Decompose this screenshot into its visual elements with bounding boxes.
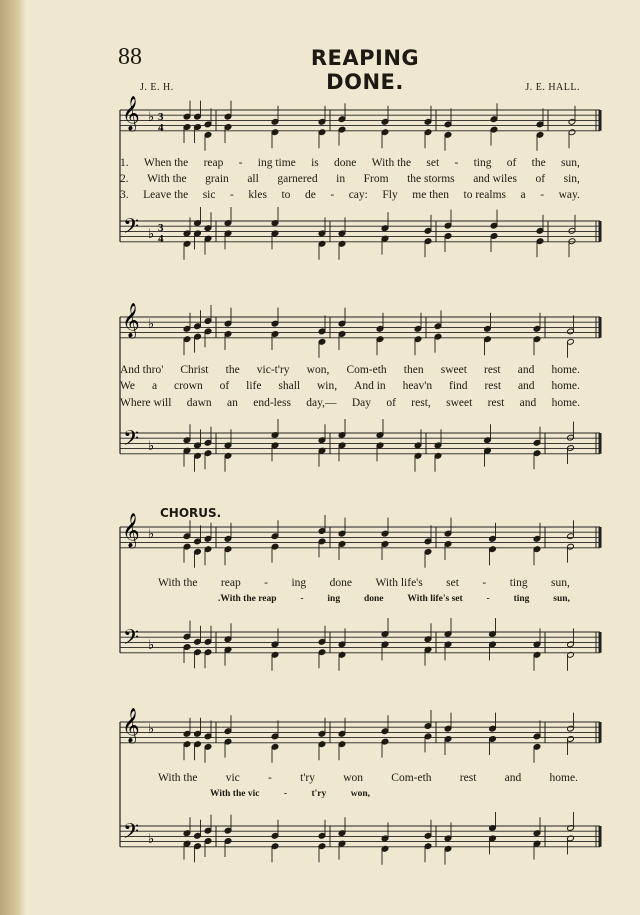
lyric-syllable: life: [246, 380, 262, 392]
lyric-syllable: sin,: [563, 173, 580, 185]
lyric-syllable: rest: [484, 380, 502, 392]
bass-clef-icon: 𝄢: [123, 819, 140, 848]
lyric-syllable: With life's: [375, 577, 423, 589]
lyric-syllable: the: [225, 364, 240, 376]
flat-sign-icon: ♭: [148, 527, 155, 542]
lyric-syllable: sun,: [551, 577, 570, 589]
lyric-syllable: a: [151, 380, 158, 392]
lyric-syllable: way.: [558, 189, 580, 201]
lyric-syllable: done: [363, 594, 384, 604]
lyric-syllable: With the vic: [210, 789, 260, 799]
lyric-syllable: -: [330, 189, 335, 201]
lyric-syllable: of: [386, 397, 396, 409]
lyric-syllable: of: [535, 173, 546, 185]
lyric-syllable: And in: [354, 380, 386, 392]
bass-clef-icon: 𝄢: [123, 625, 140, 654]
flat-sign-icon: ♭: [148, 317, 155, 332]
lyric-verse-2-line-a: [120, 173, 580, 185]
flat-sign-icon: ♭: [148, 439, 155, 454]
lyric-syllable: -: [230, 189, 234, 201]
lyric-syllable: With the: [147, 173, 187, 185]
lyric-syllable: -: [264, 577, 269, 589]
lyric-syllable: done: [329, 577, 352, 589]
chorus-label: CHORUS.: [160, 506, 222, 520]
lyric-syllable: cay:: [348, 189, 368, 201]
lyric-syllable: vic: [225, 772, 240, 784]
lyric-syllable: and: [517, 364, 535, 376]
time-signature-bottom: 4: [158, 122, 164, 134]
lyric-syllable: garnered: [277, 173, 318, 185]
lyric-syllable: ing: [327, 594, 341, 604]
lyric-syllable: .With the reap: [218, 594, 277, 604]
lyric-syllable: With the: [158, 577, 198, 589]
lyric-syllable: and: [519, 397, 537, 409]
treble-clef-icon: 𝄞: [122, 708, 140, 743]
lyric-syllable: vic-t'ry: [256, 364, 290, 376]
lyric-syllable: won,: [350, 789, 370, 799]
lyric-syllable: t'ry: [311, 789, 327, 799]
lyric-syllable: -: [486, 594, 490, 604]
lyric-syllable: home.: [549, 772, 578, 784]
bass-clef-icon: 𝄢: [123, 426, 140, 455]
treble-clef-icon: 𝄞: [122, 303, 140, 338]
lyric-syllable: rest,: [411, 397, 431, 409]
flat-sign-icon: ♭: [148, 832, 155, 847]
lyric-syllable: rest: [459, 772, 477, 784]
lyric-syllable: reap: [203, 157, 224, 169]
lyric-syllable: shall: [278, 380, 301, 392]
lyric-syllable: Where will: [120, 397, 172, 409]
lyric-syllable: done: [334, 157, 357, 169]
lyric-syllable: -: [454, 157, 459, 169]
lyric-syllable: When the: [143, 157, 189, 169]
lyric-syllable: the storms: [407, 173, 455, 185]
lyric-syllable: and: [517, 380, 535, 392]
lyric-syllable: Com-eth: [346, 364, 387, 376]
lyric-syllable: From: [363, 173, 389, 185]
lyric-syllable: me then: [412, 189, 449, 201]
lyric-syllable: sic: [202, 189, 216, 201]
lyric-syllable: ing time: [257, 157, 296, 169]
lyric-syllable: sweet: [446, 397, 473, 409]
lyric-syllable: won: [343, 772, 364, 784]
page-number: 88: [118, 44, 142, 70]
lyric-syllable: ting: [513, 594, 530, 604]
lyric-chorus-line-b: [158, 772, 578, 784]
lyric-syllable: -: [238, 157, 243, 169]
lyric-verse-3-line-b: [120, 397, 580, 409]
lyric-syllable: day,—: [306, 397, 337, 409]
lyric-syllable: kles: [248, 189, 267, 201]
lyric-verse-1-line-b: [120, 364, 580, 376]
lyric-syllable: rest: [484, 364, 501, 376]
lyric-syllable: then: [403, 364, 424, 376]
flat-sign-icon: ♭: [148, 722, 155, 737]
lyric-syllable: home.: [551, 397, 580, 409]
lyric-syllable: and: [504, 772, 522, 784]
lyric-syllable: Com-eth: [391, 772, 432, 784]
lyric-syllable: is: [311, 157, 319, 169]
lyric-verse-2-line-b: [120, 380, 580, 392]
lyric-syllable: end-less: [253, 397, 291, 409]
lyric-syllable: 2.: [120, 173, 129, 185]
lyric-syllable: ting: [509, 577, 528, 589]
lyric-syllable: ting: [473, 157, 492, 169]
lyric-verse-3-line-a: [120, 189, 580, 201]
lyric-syllable: Leave the: [143, 189, 189, 201]
lyric-syllable: -: [268, 772, 272, 784]
lyric-chorus-bass-b: [210, 789, 370, 799]
lyric-syllable: a: [520, 189, 526, 201]
lyric-syllable: and wiles: [473, 173, 517, 185]
lyric-syllable: Fly: [382, 189, 398, 201]
lyric-syllable: -: [540, 189, 545, 201]
flat-sign-icon: ♭: [148, 638, 155, 653]
lyric-syllable: ing: [291, 577, 307, 589]
lyric-syllable: We: [120, 380, 136, 392]
lyric-syllable: With life's set: [407, 594, 463, 604]
lyric-syllable: to: [281, 189, 291, 201]
lyric-syllable: set: [446, 577, 459, 589]
lyric-syllable: won,: [306, 364, 330, 376]
lyric-syllable: Christ: [180, 364, 209, 376]
lyric-chorus-bass-a: [218, 594, 570, 604]
lyric-syllable: grain: [205, 173, 229, 185]
lyric-syllable: t'ry: [300, 772, 315, 784]
lyric-syllable: to realms: [463, 189, 507, 201]
lyric-syllable: sun,: [553, 594, 570, 604]
composer-credit: J. E. HALL.: [525, 82, 580, 93]
hymn-title: REAPING DONE.: [310, 46, 420, 94]
lyric-syllable: de: [304, 189, 316, 201]
lyric-syllable: heav'n: [402, 380, 433, 392]
lyric-syllable: reap: [220, 577, 241, 589]
lyric-syllable: dawn: [186, 397, 212, 409]
lyric-syllable: And thro': [120, 364, 164, 376]
lyric-syllable: 1.: [120, 157, 129, 169]
lyric-syllable: home.: [551, 380, 580, 392]
lyric-syllable: of: [219, 380, 230, 392]
treble-clef-icon: 𝄞: [122, 513, 140, 548]
lyric-syllable: win,: [317, 380, 338, 392]
lyric-syllable: -: [300, 594, 304, 604]
lyric-syllable: in: [336, 173, 346, 185]
time-signature-top: 3: [158, 111, 164, 123]
lyric-syllable: 3.: [120, 189, 129, 201]
lyric-syllable: home.: [551, 364, 580, 376]
lyric-syllable: find: [449, 380, 468, 392]
lyric-syllable: With the: [371, 157, 412, 169]
bass-clef-icon: 𝄢: [123, 214, 140, 243]
author-credit: J. E. H.: [140, 82, 174, 93]
lyric-verse-1-line-a: [120, 157, 580, 169]
lyric-syllable: rest: [487, 397, 505, 409]
time-signature-bottom: 4: [158, 233, 164, 245]
lyric-syllable: of: [506, 157, 517, 169]
lyric-syllable: the: [531, 157, 546, 169]
time-signature-top: 3: [158, 222, 164, 234]
lyric-syllable: sun,: [561, 157, 580, 169]
lyric-syllable: -: [482, 577, 487, 589]
flat-sign-icon: ♭: [148, 227, 155, 242]
lyric-syllable: sweet: [440, 364, 467, 376]
lyric-chorus-line-a: [158, 577, 570, 589]
lyric-syllable: Day: [351, 397, 372, 409]
treble-clef-icon: 𝄞: [122, 96, 140, 131]
lyric-syllable: an: [227, 397, 238, 409]
lyric-syllable: With the: [158, 772, 198, 784]
lyric-syllable: set: [426, 157, 440, 169]
lyric-syllable: all: [247, 173, 259, 185]
lyric-syllable: -: [283, 789, 288, 799]
lyric-syllable: crown: [173, 380, 203, 392]
flat-sign-icon: ♭: [148, 110, 155, 125]
